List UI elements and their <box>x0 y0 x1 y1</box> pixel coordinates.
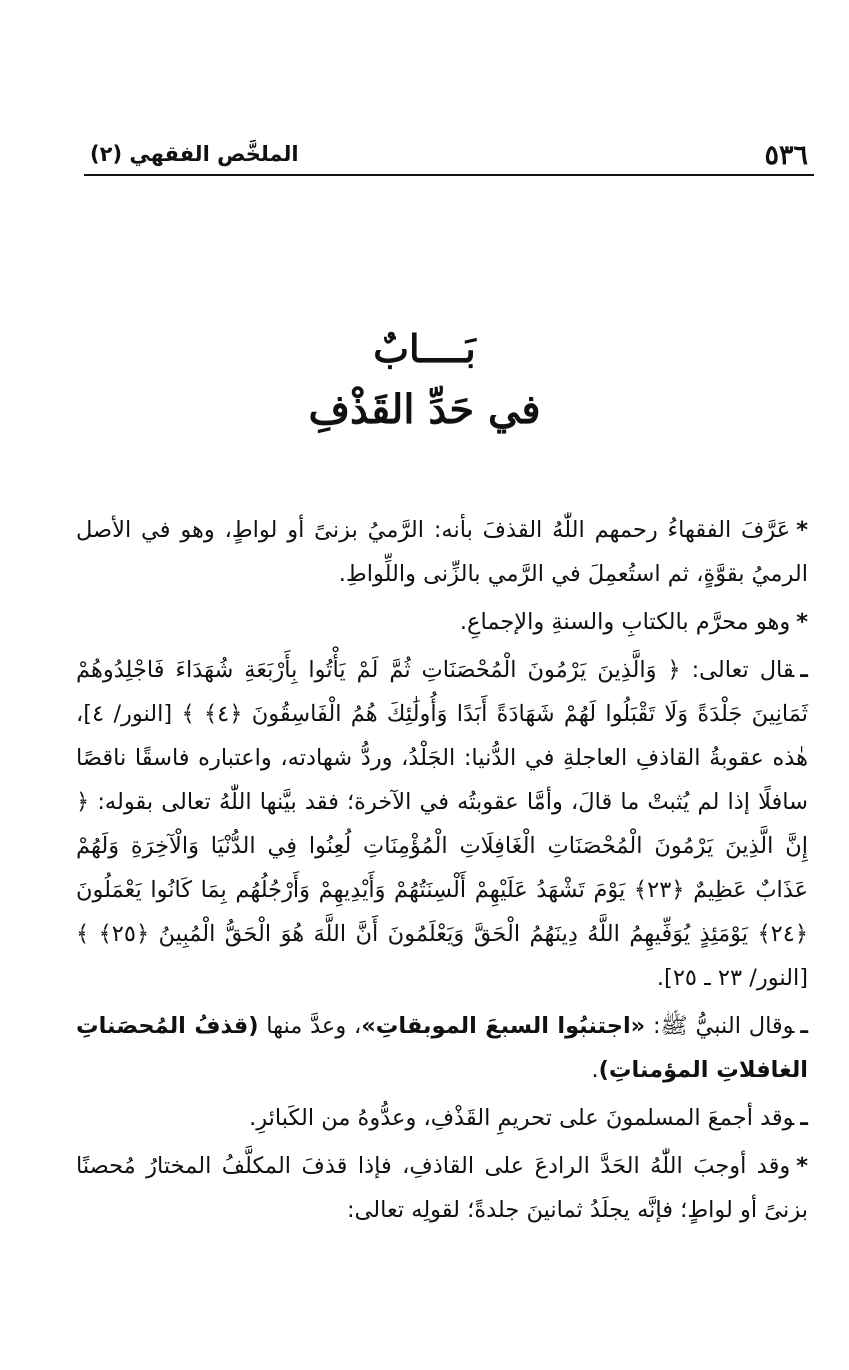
chapter-title: في حَدِّ القَذْفِ <box>308 386 541 433</box>
paragraph-lead: وقال النبيُّ ﷺ: <box>645 1013 795 1039</box>
quran-verse: ﴿ إِنَّ الَّذِينَ يَرْمُونَ الْمُحْصَنَاتِ الْغَافِلَاتِ الْمُؤْمِنَاتِ لُعِنُوا فِي الدُّنْيَا وَالْآخِرَةِ وَلَهُمْ عَذَابٌ عَظِيمٌ ﴿٢٣﴾ يَوْمَ تَشْهَدُ عَلَيْهِمْ أَلْسِنَتُهُمْ وَأَيْدِيهِمْ وَأَرْجُلُهُم بِمَا كَانُوا يَعْمَلُونَ ﴿٢٤﴾ يَوْمَئِذٍ يُوَفِّيهِمُ اللَّهُ دِينَهُمُ الْحَقَّ وَيَعْلَمُونَ أَنَّ اللَّهَ هُوَ الْحَقُّ الْمُبِينُ ﴿٢٥﴾ ﴾ <box>76 789 808 947</box>
page-number: ٥٣٦ <box>764 140 808 171</box>
paragraph-end: . <box>591 1057 599 1083</box>
body-text <box>76 508 808 1236</box>
paragraph-ruling <box>76 600 808 644</box>
paragraph-marker: * <box>796 517 808 543</box>
paragraph-marker: ـ <box>800 1013 809 1039</box>
verse-reference: [النور/ ٢٣ ـ ٢٥]. <box>656 965 808 991</box>
hadith-quote: «اجتنبُوا السبعَ الموبقاتِ» <box>361 1013 646 1039</box>
verse-reference: [النور/ ٤]، <box>76 701 182 727</box>
hadith-excerpt: (قذفُ المُحصَناتِ الغافلاتِ المؤمناتِ) <box>76 1013 808 1083</box>
paragraph-text: وهو محرَّم بالكتابِ والسنةِ والإجماعِ. <box>459 609 791 635</box>
paragraph-marker: ـ <box>800 657 808 683</box>
running-title: الملخَّص الفقهي (٢) <box>90 142 299 166</box>
paragraph-hadith-evidence <box>76 1004 808 1092</box>
paragraph-definition <box>76 508 808 596</box>
chapter-label: بَــــابٌ <box>373 326 476 371</box>
paragraph-marker: ـ <box>800 1105 808 1131</box>
page-header <box>84 138 814 176</box>
paragraph-text: عَرَّفَ الفقهاءُ رحمهم اللّٰهُ القذفَ بأنه: الرَّميُ بزنىً أو لواطٍ، وهو في الأصل الرميُ بقوَّةٍ، ثم استُعمِلَ في الرَّمي بالزِّنى واللِّواطِ. <box>76 517 808 587</box>
paragraph-punishment <box>76 1144 808 1232</box>
paragraph-text: هٰذه عقوبةُ القاذفِ العاجلةِ في الدُّنيا: الجَلْدُ، وردُّ شهادته، واعتباره فاسقًا ناقصًا سافلًا إذا لم يُثبتْ ما قالَ، وأمَّا عقوبتُه في الآخرة؛ فقد بيَّنها اللّٰهُ تعالى بقوله: <box>76 745 808 815</box>
paragraph-marker: * <box>796 609 808 635</box>
quran-verse: ﴿ وَالَّذِينَ يَرْمُونَ الْمُحْصَنَاتِ ثُمَّ لَمْ يَأْتُوا بِأَرْبَعَةِ شُهَدَاءَ فَاجْلِدُوهُمْ ثَمَانِينَ جَلْدَةً وَلَا تَقْبَلُوا لَهُمْ شَهَادَةً أَبَدًا وَأُولَٰئِكَ هُمُ الْفَاسِقُونَ ﴿٤﴾ ﴾ <box>76 657 808 727</box>
paragraph-lead: قال تعالى: <box>680 657 795 683</box>
paragraph-quran-evidence <box>76 648 808 1000</box>
paragraph-text: ، وعدَّ منها <box>258 1013 362 1039</box>
paragraph-text: وقد أوجبَ اللّٰهُ الحَدَّ الرادعَ على القاذفِ، فإذا قذفَ المكلَّفُ المختارُ مُحصنًا بزنىً أو لواطٍ؛ فإنَّه يجلَدُ ثمانينَ جلدةً؛ لقولِه تعالى: <box>76 1153 808 1223</box>
paragraph-text: وقد أجمعَ المسلمونَ على تحريمِ القَذْفِ، وعدُّوهُ من الكَبائرِ. <box>249 1105 795 1131</box>
paragraph-marker: * <box>796 1153 808 1179</box>
paragraph-consensus <box>76 1096 808 1140</box>
